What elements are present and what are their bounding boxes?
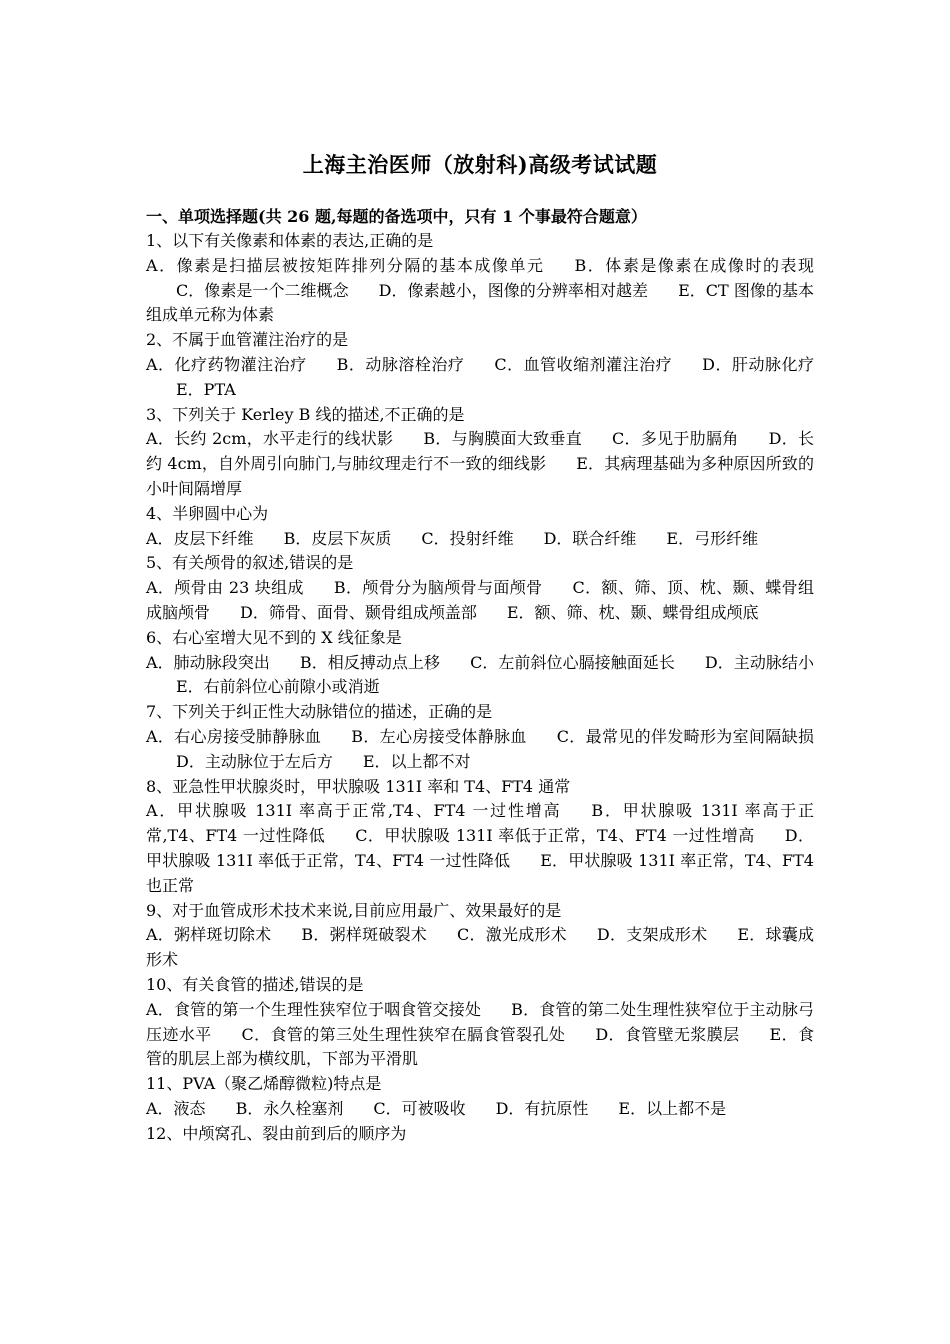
question-stem: 10、有关食管的描述,错误的是: [146, 974, 364, 994]
option-item: B．永久栓塞剂: [235, 1098, 344, 1118]
option-item: B．皮层下灰质: [283, 528, 392, 548]
option-item: C．最常见的伴发畸形为室间隔缺损: [556, 726, 814, 746]
question-options: [146, 576, 814, 626]
question-stem: 2、不属于血管灌注治疗的是: [146, 330, 349, 350]
option-item: C．食管的第三处生理性狭窄在膈食管裂孔处: [241, 1024, 566, 1044]
option-item: A．甲状腺吸 131I 率高于正常,T4、FT4 一过性增高: [146, 801, 562, 821]
option-item: A．长约 2cm，水平走行的线状影: [146, 429, 394, 449]
section-heading: 一、单项选择题(共 26 题,每题的备选项中，只有 1 个事最符合题意）: [146, 207, 647, 226]
option-item: E．弓形纤维: [666, 528, 759, 548]
question-stem: 5、有关颅骨的叙述,错误的是: [146, 553, 354, 573]
option-item: B．甲状腺吸 131I 率高于正常,T4、FT4 一过性降低: [146, 801, 814, 846]
question-options: [146, 353, 814, 403]
option-item: E．PTA: [176, 379, 236, 399]
question-options: [146, 725, 814, 775]
option-item: E．右前斜位心前隙小或消逝: [176, 677, 380, 697]
option-item: A．皮层下纤维: [146, 528, 254, 548]
option-item: B．体素是像素在成像时的表现: [574, 255, 815, 275]
question-stem: 12、中颅窝孔、裂由前到后的顺序为: [146, 1123, 407, 1143]
option-item: D．长约 4cm，自外周引向肺门,与肺纹理走行不一致的细线影: [146, 429, 814, 474]
question-options: [146, 527, 814, 552]
question-stem: 7、下列关于纠正性大动脉错位的描述，正确的是: [146, 702, 493, 722]
option-item: A．像素是扫描层被按矩阵排列分隔的基本成像单元: [146, 255, 545, 275]
option-item: E．以上都不对: [362, 751, 471, 771]
question-options: [146, 427, 814, 501]
question-list: [146, 229, 814, 1146]
option-item: E．甲状腺吸 131I 率正常，T4、FT4 也正常: [146, 850, 814, 895]
question-stem: 9、对于血管成形术技术来说,目前应用最广、效果最好的是: [146, 900, 562, 920]
option-item: B．食管的第二处生理性狭窄位于主动脉弓压迹水平: [146, 999, 814, 1044]
question-stem: 6、右心室增大见不到的 X 线征象是: [146, 627, 402, 647]
option-item: A．肺动脉段突出: [146, 652, 270, 672]
option-item: A．右心房接受肺静脉血: [146, 726, 322, 746]
option-item: B．相反搏动点上移: [299, 652, 441, 672]
option-item: C．血管收缩剂灌注治疗: [494, 354, 673, 374]
option-item: C．额、筛、顶、枕、颞、蝶骨组成脑颅骨: [146, 578, 814, 622]
option-item: C．投射纤维: [421, 528, 514, 548]
option-item: D．甲状腺吸 131I 率低于正常，T4、FT4 一过性降低: [146, 826, 814, 870]
option-item: C．左前斜位心膈接触面延长: [470, 652, 675, 672]
option-item: D．像素越小，图像的分辨率相对越差: [378, 280, 649, 300]
option-item: B．颅骨分为脑颅骨与面颅骨: [333, 578, 543, 598]
question-stem: 1、以下有关像素和体素的表达,正确的是: [146, 231, 434, 250]
question-stem: 8、亚急性甲状腺炎时，甲状腺吸 131I 率和 T4、FT4 通常: [146, 776, 571, 796]
option-item: D．筛骨、面骨、颞骨组成颅盖部: [240, 602, 477, 622]
option-item: C．多见于肋膈角: [612, 429, 739, 449]
option-item: A．颅骨由 23 块组成: [146, 578, 304, 598]
option-item: A．化疗药物灌注治疗: [146, 354, 307, 374]
question-stem: 4、半卵圆中心为: [146, 503, 269, 523]
option-item: D．主动脉位于左后方: [176, 751, 333, 771]
option-item: D．有抗原性: [495, 1098, 589, 1118]
option-item: E．其病理基础为多种原因所致的小叶间隔增厚: [146, 454, 814, 498]
option-item: C．激光成形术: [457, 925, 567, 945]
option-item: B．动脉溶栓治疗: [336, 354, 465, 374]
question-options: [146, 651, 814, 701]
option-item: B．与胸膜面大致垂直: [423, 429, 582, 449]
option-item: D．联合纤维: [543, 528, 637, 548]
question-options: [146, 1097, 814, 1122]
question-stem: 11、PVA（聚乙烯醇微粒)特点是: [146, 1074, 382, 1094]
option-item: E．食管的肌层上部为横纹肌，下部为平滑肌: [146, 1024, 814, 1069]
option-item: B．粥样斑破裂术: [301, 925, 428, 945]
option-item: D．肝动脉化疗: [702, 354, 814, 374]
question-options: [146, 799, 814, 898]
question-options: [146, 254, 814, 328]
question-options: [146, 998, 814, 1072]
option-item: C．像素是一个二维概念: [176, 280, 349, 300]
option-item: D．食管壁无浆膜层: [595, 1024, 740, 1044]
option-item: E．球囊成形术: [146, 925, 814, 970]
page-title: 上海主治医师（放射科)高级考试试题: [302, 152, 658, 177]
option-item: E．额、筛、枕、颞、蝶骨组成颅底: [506, 602, 759, 622]
option-item: C．可被吸收: [373, 1098, 466, 1118]
option-item: A．液态: [146, 1098, 206, 1118]
option-item: B．左心房接受体静脉血: [351, 726, 527, 746]
option-item: D．主动脉结小: [704, 652, 814, 672]
option-item: A．食管的第一个生理性狭窄位于咽食管交接处: [146, 999, 482, 1019]
option-item: D．支架成形术: [596, 925, 708, 945]
option-item: E．以上都不是: [618, 1098, 727, 1118]
document-page: [146, 150, 814, 1146]
question-options: [146, 923, 814, 973]
option-item: C．甲状腺吸 131I 率低于正常，T4、FT4 一过性增高: [355, 826, 755, 846]
question-stem: 3、下列关于 Kerley B 线的描述,不正确的是: [146, 404, 465, 424]
option-item: A．粥样斑切除术: [146, 925, 272, 945]
option-item: E．CT 图像的基本组成单元称为体素: [146, 280, 814, 325]
